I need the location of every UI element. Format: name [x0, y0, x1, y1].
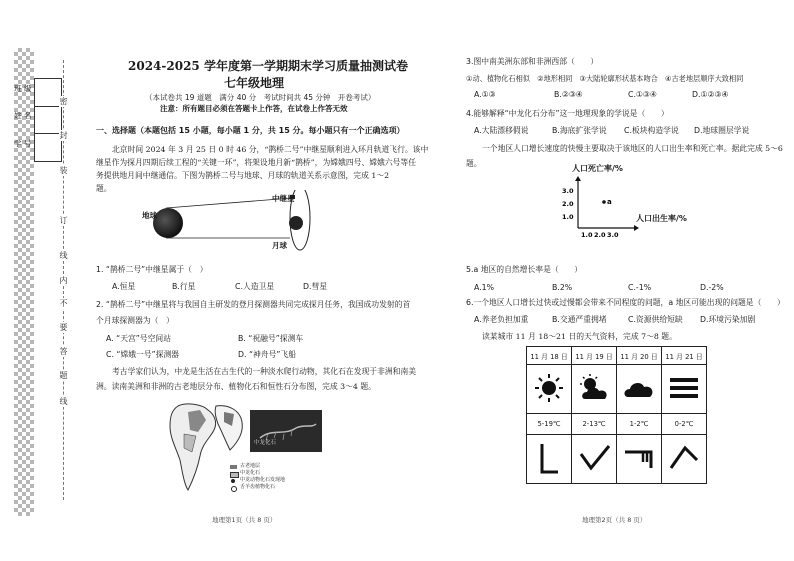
q5-option[interactable]: C.-1%: [628, 283, 652, 292]
legend-label: 舌羊齿植物化石: [240, 484, 276, 490]
subject-title: 七年级地理: [224, 76, 285, 90]
q5-stem: 5.a 地区的自然增长率是（ ）: [466, 265, 583, 274]
exam-note: 注意：所有题目必须在答题卡上作答，在试卷上作答无效: [160, 104, 348, 113]
fog-icon: [667, 373, 701, 403]
legend-swatch: [230, 472, 239, 478]
moon-icon: [289, 216, 303, 230]
legend-label: 中龙动物化石发现地: [240, 477, 286, 483]
field-class-label: 班 级: [14, 84, 32, 93]
q3-option[interactable]: B.②③④: [554, 90, 583, 99]
data-point-a: [602, 200, 606, 204]
q5-option[interactable]: A.1%: [474, 283, 495, 292]
q1-option[interactable]: A.恒星: [112, 282, 136, 291]
seal-char: 不: [59, 299, 68, 308]
earth-icon: [153, 208, 183, 238]
weather-date: 11 月 18 日: [527, 347, 572, 365]
x-axis-arrow-icon: [634, 225, 639, 231]
intro5-line: 一个地区人口增长速度的快慢主要取决于该地区的人口出生率和死亡率。据此完成 5～6: [482, 144, 783, 153]
y-axis-arrow-icon: [575, 176, 581, 181]
q3-stem: 3.图中南美洲东部和非洲西部（ ）: [466, 57, 599, 66]
partly-cloudy-icon: [577, 373, 611, 403]
q3-option[interactable]: C.①③④: [628, 90, 657, 99]
q4-option[interactable]: C.板块构造学说: [624, 126, 679, 135]
intro2-line: 洲。读南美洲和非洲的古老地层分布、植物化石和恒性石分布图，完成 3～4 题。: [96, 382, 376, 391]
section-heading: 一、选择题（本题包括 15 小题，每小题 1 分，共 15 分。每小题只有一个正确选项）: [96, 126, 405, 135]
intro-line: 继星作为探月四期后续工程的“关键一环”，将架设地月新“鹊桥”，为嫦娥四号、嫦娥六号等任: [96, 158, 417, 167]
intro-line: 务提供地月间中继通信。下图为鹊桥二号与地球、月球的轨道关系示意图，完成 1～2: [96, 171, 390, 180]
sunny-icon: [534, 373, 564, 403]
earth-label: 地球: [142, 211, 157, 220]
y-tick-label: 2.0: [562, 200, 574, 208]
x-tick-label: 2.0: [594, 231, 606, 238]
intro-line: 北京时间 2024 年 3 月 25 日 0 时 46 分，“鹊桥二号”中继星顺利进入环月轨道飞行。该中: [112, 145, 429, 154]
weather-temp: 5-19℃: [527, 414, 572, 435]
exam-info: （本试卷共 19 道题 满分 40 分 考试时间共 45 分钟 开卷考试）: [145, 93, 376, 102]
q1-option[interactable]: B.行星: [172, 282, 196, 291]
weather-temp: 2-13℃: [572, 414, 617, 435]
wind-east-icon: [621, 440, 657, 476]
page2-footer: 地理第2页（共 8 页）: [582, 516, 647, 524]
q1-stem: 1. “鹊桥二号”中继星属于（ ）: [96, 265, 208, 274]
seal-char: 线: [59, 251, 68, 260]
chart-ylabel: 人口死亡率/%: [572, 164, 623, 173]
q2-option[interactable]: D. “神舟号”飞船: [238, 350, 297, 359]
weather-date: 11 月 20 日: [617, 347, 662, 365]
q3-option[interactable]: A.①③: [474, 90, 496, 99]
q1-option[interactable]: D.彗星: [303, 282, 328, 291]
q6-option[interactable]: A.养老负担加重: [474, 315, 529, 324]
q5-option[interactable]: B.2%: [552, 283, 573, 292]
page1-footer: 地理第1页（共 8 页）: [212, 516, 277, 524]
seal-char: 答: [59, 347, 68, 356]
seal-char: 装: [59, 166, 68, 175]
intro5-line: 题。: [466, 159, 482, 168]
weather-temp: 0-2℃: [662, 414, 707, 435]
q3-statements: ①动、植物化石相似 ②地形相同 ③大陆轮廓形状基本吻合 ④古老地层顺序大致相同: [466, 74, 744, 83]
orbit-diagram: [140, 190, 330, 262]
exam-title: 2024-2025 学年度第一学期期末学习质量抽测试卷: [128, 59, 408, 73]
rate-chart: [560, 176, 640, 238]
field-name-label: 姓 名: [14, 111, 32, 120]
q2-stem: 2. “鹊桥二号”中继星将与我国自主研发的登月探测器共同完成探月任务，我国成功发射的首: [96, 300, 411, 309]
y-tick-label: 3.0: [562, 187, 574, 195]
seal-char: 线: [59, 397, 68, 406]
fossil-photo-label: 中龙化石: [254, 440, 277, 446]
q2-option[interactable]: A. “天宫”号空间站: [106, 334, 172, 343]
q6-option[interactable]: D.环境污染加剧: [700, 315, 756, 324]
intro2-line: 考古学家们认为，中龙是生活在古生代的一种淡水爬行动物，其化石在发现于非洲和南美: [112, 367, 417, 376]
x-tick-label: 3.0: [607, 231, 619, 238]
q6-stem: 6.一个地区人口增长过快或过慢都会带来不同程度的问题，a 地区可能出现的问题是（ ）: [466, 298, 785, 307]
wind-north-icon: [532, 440, 566, 476]
seal-char: 封: [59, 131, 68, 140]
q5-option[interactable]: D.-2%: [700, 283, 724, 292]
wind-southwest-icon: [577, 440, 611, 476]
relay-label: 中继星: [272, 194, 295, 203]
q6-option[interactable]: C.资源供给短缺: [628, 315, 683, 324]
moon-label: 月球: [272, 241, 287, 250]
legend-ring: [231, 486, 237, 492]
legend-label: 古老地层: [240, 463, 261, 469]
wind-northeast-icon: [667, 440, 701, 476]
q1-option[interactable]: C.人造卫星: [235, 282, 275, 291]
intro-line: 题。: [96, 184, 112, 193]
q2-option[interactable]: C. “嫦娥一号”探测器: [106, 350, 180, 359]
q2-option[interactable]: B. “祝融号”探测车: [238, 334, 304, 343]
legend-swatch: [230, 465, 237, 469]
seal-char: 内: [59, 276, 68, 285]
q6-option[interactable]: B.交通严重拥堵: [552, 315, 607, 324]
q4-option[interactable]: B.海底扩张学说: [552, 126, 607, 135]
intro7: 读某城市 11 月 18～21 日的天气资料，完成 7～8 题。: [482, 332, 677, 341]
weather-date: 11 月 19 日: [572, 347, 617, 365]
student-info-box: [34, 78, 62, 162]
seal-char: 要: [59, 323, 68, 332]
seal-char: 密: [59, 97, 68, 106]
legend-label: 中龙化石: [240, 470, 261, 476]
chart-xlabel: 人口出生率/%: [636, 214, 687, 223]
q4-option[interactable]: D.地球圈层学说: [694, 126, 750, 135]
weather-date: 11 月 21 日: [662, 347, 707, 365]
legend-dot: [231, 479, 235, 483]
seal-char: 订: [59, 216, 68, 225]
africa-outline: [215, 406, 242, 450]
y-tick-label: 1.0: [562, 213, 574, 221]
q2-stem: 个月球探测器为（ ）: [96, 316, 174, 325]
weather-temp: 1-2℃: [617, 414, 662, 435]
cloudy-icon: [622, 373, 656, 403]
mesosaurus-fossil-photo: [250, 410, 322, 452]
q3-option[interactable]: D.①②③④: [692, 90, 729, 99]
q4-stem: 4.能够解释“中龙化石分布”这一地理现象的学说是（ ）: [466, 109, 669, 118]
q4-option[interactable]: A.大陆漂移假说: [474, 126, 529, 135]
data-point-label: a: [607, 198, 612, 206]
seal-char: 题: [59, 371, 68, 380]
x-tick-label: 1.0: [581, 231, 593, 238]
field-id-label: 学 号: [14, 139, 32, 148]
weather-table: [526, 346, 707, 484]
